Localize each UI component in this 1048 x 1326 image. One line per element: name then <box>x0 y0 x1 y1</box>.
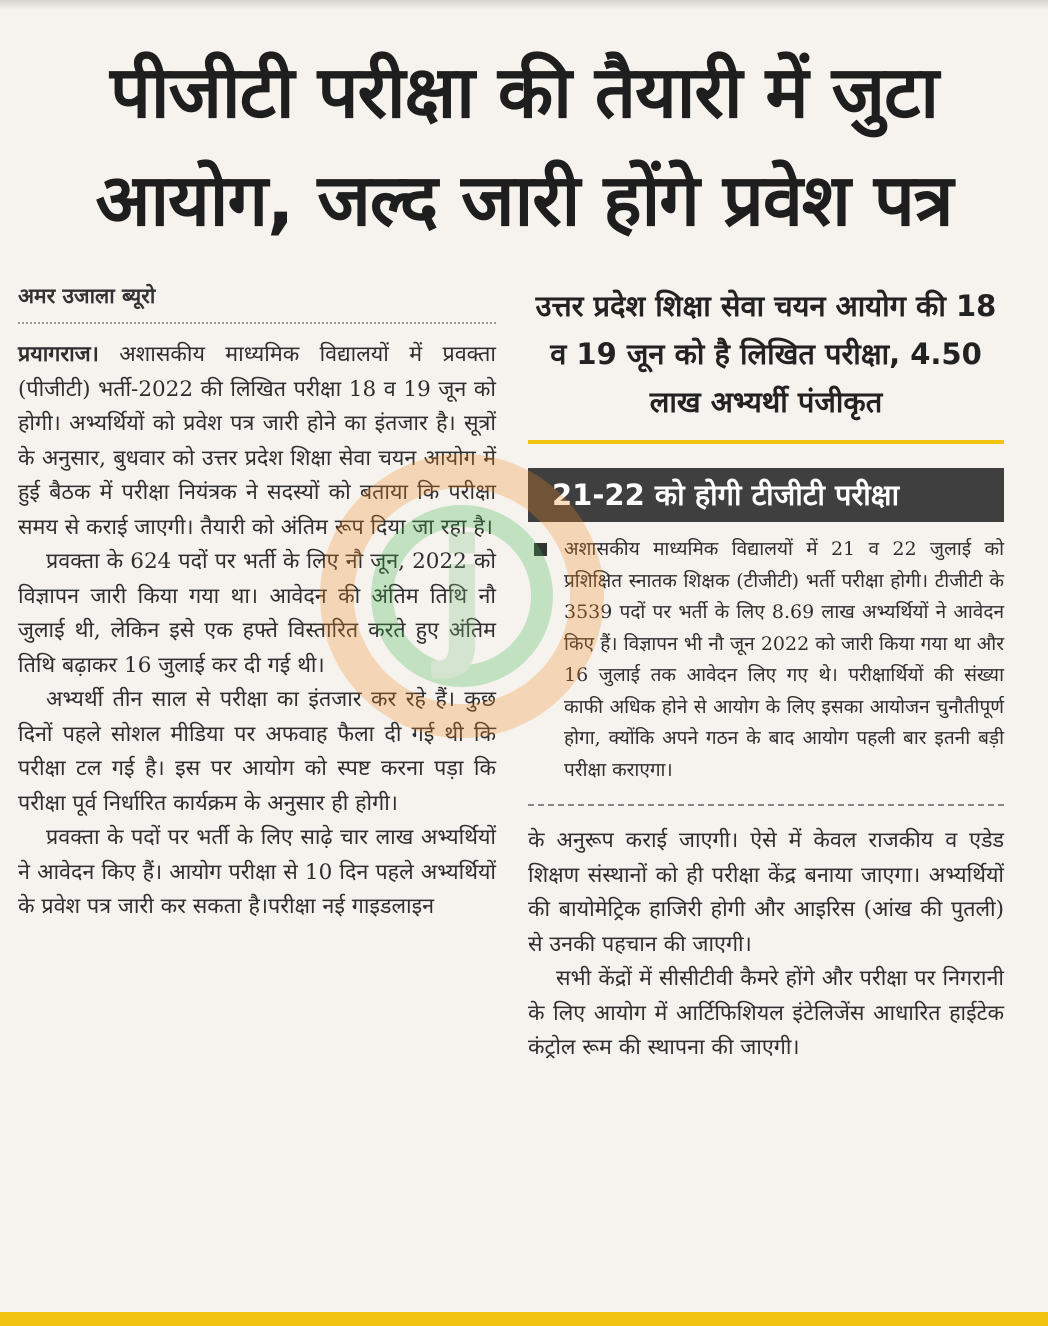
sidebar-box-text <box>528 534 1004 786</box>
left-paragraph-4: प्रवक्ता के पदों पर भर्ती के लिए साढ़े चार लाख अभ्यर्थियों ने आवेदन किए हैं। आयोग परीक्षा से 10 दिन पहले अभ्यर्थियों के प्रवेश पत्र जारी कर सकता है।परीक्षा नई गाइडलाइन <box>18 825 496 919</box>
right-column <box>528 282 1004 1066</box>
left-paragraph-1-text: अशासकीय माध्यमिक विद्यालयों में प्रवक्ता (पीजीटी) भर्ती-2022 की लिखित परीक्षा 18 व 19 जून को होगी। अभ्यर्थियों को प्रवेश पत्र जारी होने का इंतजार है। सूत्रों के अनुसार, बुधवार को उत्तर प्रदेश शिक्षा सेवा चयन आयोग में हुई बैठक में परीक्षा नियंत्रक ने सदस्यों को बताया कि परीक्षा समय से कराई जाएगी। तैयारी को अंतिम रूप दिया जा रहा है। <box>18 342 496 540</box>
subheadline: उत्तर प्रदेश शिक्षा सेवा चयन आयोग की 18 व 19 जून को है लिखित परीक्षा, 4.50 लाख अभ्यर्थी पंजीकृत <box>528 282 1004 444</box>
left-paragraph-2: प्रवक्ता के 624 पदों पर भर्ती के लिए नौ जून, 2022 को विज्ञापन जारी किया गया था। आवेदन की अंतिम तिथि नौ जुलाई थी, लेकिन इसे एक हफ्ते विस्तारित करते हुए अंतिम तिथि बढ़ाकर 16 जुलाई कर दी गई थी। <box>18 549 496 678</box>
dashed-divider <box>528 804 1004 806</box>
headline-line-1: पीजीटी परीक्षा की तैयारी में जुटा <box>109 50 939 134</box>
left-body <box>18 338 496 925</box>
sidebar-box-title: 21-22 को होगी टीजीटी परीक्षा <box>528 468 1004 522</box>
left-paragraph-3: अभ्यर्थी तीन साल से परीक्षा का इंतजार कर रहे हैं। कुछ दिनों पहले सोशल मीडिया पर अफवाह फैला दी गई थी कि परीक्षा टल गई है। इस पर आयोग को स्पष्ट करना पड़ा कि परीक्षा पूर्व निर्धारित कार्यक्रम के अनुसार ही होगी। <box>18 687 496 816</box>
headline <box>20 38 1028 254</box>
byline: अमर उजाला ब्यूरो <box>18 282 496 324</box>
sidebar-box-text-content: अशासकीय माध्यमिक विद्यालयों में 21 व 22 जुलाई को प्रशिक्षित स्नातक शिक्षक (टीजीटी) भर्ती परीक्षा होगी। टीजीटी के 3539 पदों पर भर्ती के लिए 8.69 लाख अभ्यर्थियों ने आवेदन किए हैं। विज्ञापन भी नौ जून 2022 को जारी किया गया था और 16 जुलाई तक आवेदन लिए गए थे। परीक्षार्थियों की संख्या काफी अधिक होने से आयोग के लिए इसका आयोजन चुनौतीपूर्ण होगा, क्योंकि अपने गठन के बाद आयोग पहली बार इतनी बड़ी परीक्षा कराएगा। <box>564 538 1004 781</box>
headline-line-2: आयोग, जल्द जारी होंगे प्रवेश पत्र <box>95 158 953 242</box>
watermark-letter: j <box>436 508 488 682</box>
top-strip <box>0 0 1048 10</box>
dateline: प्रयागराज। <box>18 342 99 367</box>
right-paragraph-2: सभी केंद्रों में सीसीटीवी कैमरे होंगे और परीक्षा पर निगरानी के लिए आयोग में आर्टिफिशियल इंटेलिजेंस आधारित हाईटेक कंट्रोल रूम की स्थापना की जाएगी। <box>528 966 1004 1060</box>
left-paragraph-1 <box>18 338 496 545</box>
left-column <box>18 282 496 925</box>
bottom-accent-bar <box>0 1312 1048 1326</box>
square-bullet-icon <box>534 543 547 556</box>
right-body <box>528 824 1004 1066</box>
right-paragraph-1: के अनुरूप कराई जाएगी। ऐसे में केवल राजकीय व एडेड शिक्षण संस्थानों को ही परीक्षा केंद्र बनाया जाएगा। अभ्यर्थियों की बायोमेट्रिक हाजिरी होगी और आइरिस (आंख की पुतली) से उनकी पहचान की जाएगी। <box>528 828 1004 957</box>
